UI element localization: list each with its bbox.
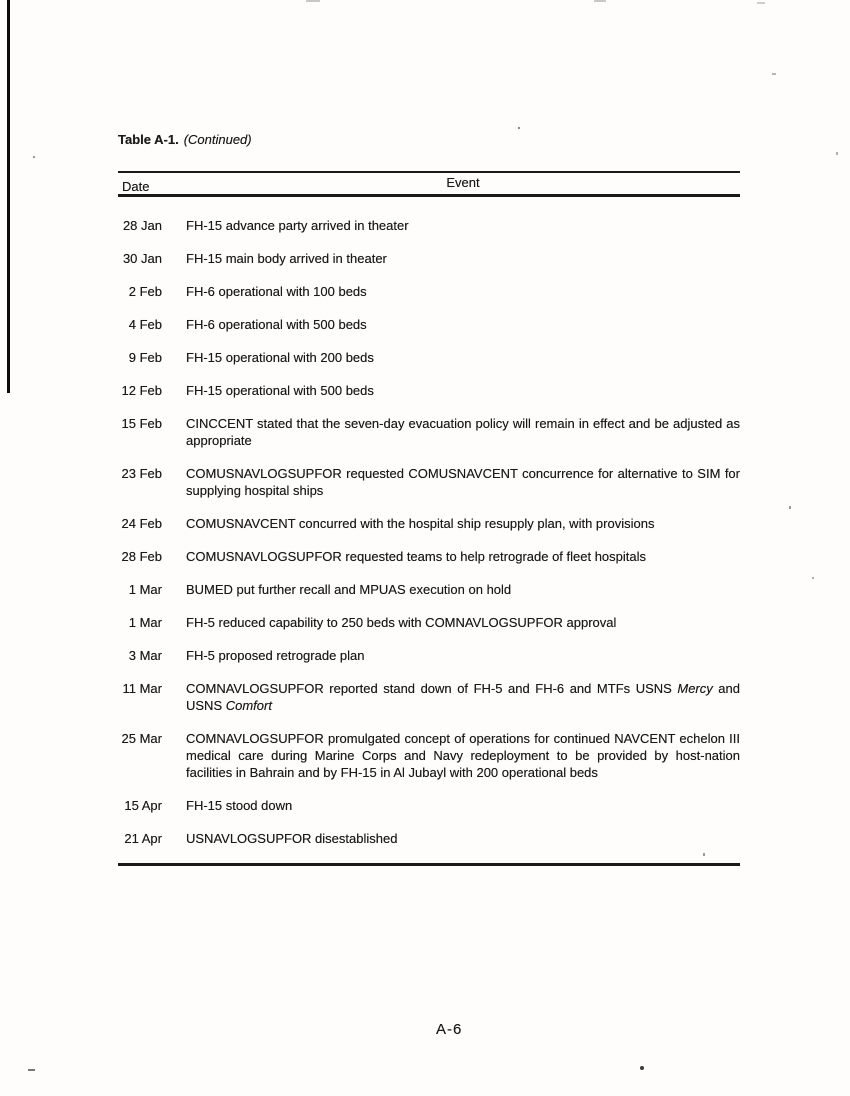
- table-row: [118, 548, 740, 565]
- ship-name-italic: Comfort: [225, 698, 272, 713]
- table-row: [118, 217, 740, 234]
- scan-speck: [836, 152, 838, 155]
- row-event: BUMED put further recall and MPUAS execution on hold: [186, 582, 512, 597]
- row-event: COMUSNAVCENT concurred with the hospital ship resupply plan, with provisions: [186, 516, 655, 531]
- scan-speck: [757, 2, 765, 4]
- row-event: CINCCENT stated that the seven-day evacuation policy will remain in effect and be adjusted as appropriate: [186, 416, 740, 448]
- row-date: 1 Mar: [128, 615, 162, 630]
- table-row: [118, 515, 740, 532]
- table-caption-continued: (Continued): [183, 132, 252, 147]
- scan-speck: [789, 506, 791, 509]
- table-row: [118, 581, 740, 598]
- table-row: [118, 680, 740, 714]
- table-row: [118, 647, 740, 664]
- row-date: 24 Feb: [121, 516, 162, 531]
- row-date: 15 Apr: [124, 798, 162, 813]
- row-date: 1 Mar: [128, 582, 162, 597]
- table-row: [118, 283, 740, 300]
- table-bottom-rule: [118, 863, 740, 866]
- row-date: 4 Feb: [128, 317, 162, 332]
- table-row: [118, 250, 740, 267]
- table-row: [118, 349, 740, 366]
- events-table: [118, 171, 740, 866]
- row-date: 21 Apr: [124, 831, 162, 846]
- row-date: 2 Feb: [128, 284, 162, 299]
- row-event: COMNAVLOGSUPFOR reported stand down of FH-5 and FH-6 and MTFs USNS Mercy and USNS Comfort: [186, 681, 741, 713]
- row-date: 12 Feb: [121, 383, 162, 398]
- column-header-event: Event: [446, 175, 480, 190]
- table-row: [118, 382, 740, 399]
- scan-speck: [28, 1069, 35, 1071]
- row-date: 25 Mar: [121, 731, 162, 746]
- row-event: FH-5 reduced capability to 250 beds with COMNAVLOGSUPFOR approval: [186, 615, 617, 630]
- scan-speck: [772, 73, 776, 75]
- table-row: [118, 614, 740, 631]
- scan-speck: [812, 577, 814, 579]
- scan-speck: [518, 127, 520, 129]
- scan-artifact-left-bar: [7, 0, 10, 393]
- ship-name-italic: Mercy: [677, 681, 713, 696]
- scan-speck: [640, 1066, 644, 1070]
- table-row: [118, 316, 740, 333]
- row-date: 15 Feb: [121, 416, 162, 431]
- row-event: FH-15 operational with 500 beds: [186, 383, 374, 398]
- row-event: FH-6 operational with 500 beds: [186, 317, 367, 332]
- scan-speck: [306, 0, 320, 2]
- table-header-row: [118, 173, 740, 194]
- scan-speck: [33, 156, 35, 158]
- row-date: 28 Jan: [122, 218, 162, 233]
- row-date: 28 Feb: [121, 549, 162, 564]
- row-event: COMNAVLOGSUPFOR promulgated concept of operations for continued NAVCENT echelon III medical care during Marine Corps and Navy redeployment to be provided by host-nation facilities in Bahrain and by FH-15 in Al Jubayl with 200 operational beds: [186, 731, 740, 780]
- row-event: FH-15 stood down: [186, 798, 293, 813]
- table-row: [118, 830, 740, 847]
- table-row: [118, 415, 740, 449]
- row-event: FH-6 operational with 100 beds: [186, 284, 367, 299]
- row-event: FH-15 main body arrived in theater: [186, 251, 387, 266]
- row-date: 11 Mar: [122, 681, 162, 696]
- row-event: FH-15 advance party arrived in theater: [186, 218, 409, 233]
- table-row: [118, 465, 740, 499]
- table-body: [118, 197, 740, 847]
- row-event: COMUSNAVLOGSUPFOR requested teams to help retrograde of fleet hospitals: [186, 549, 647, 564]
- row-date: 30 Jan: [122, 251, 162, 266]
- scan-speck: [594, 0, 606, 2]
- row-event: FH-15 operational with 200 beds: [186, 350, 374, 365]
- row-event: USNAVLOGSUPFOR disestablished: [186, 831, 398, 846]
- table-caption: [118, 132, 252, 147]
- column-header-date: Date: [122, 179, 150, 194]
- table-row: [118, 730, 740, 781]
- page-number: A-6: [436, 1021, 463, 1038]
- row-date: 9 Feb: [128, 350, 162, 365]
- row-event: FH-5 proposed retrograde plan: [186, 648, 365, 663]
- row-date: 3 Mar: [128, 648, 162, 663]
- table-row: [118, 797, 740, 814]
- row-date: 23 Feb: [121, 466, 162, 481]
- row-event: COMUSNAVLOGSUPFOR requested COMUSNAVCENT concurrence for alternative to SIM for supplying hospital ships: [186, 466, 740, 498]
- table-caption-label: Table A-1.: [118, 132, 179, 147]
